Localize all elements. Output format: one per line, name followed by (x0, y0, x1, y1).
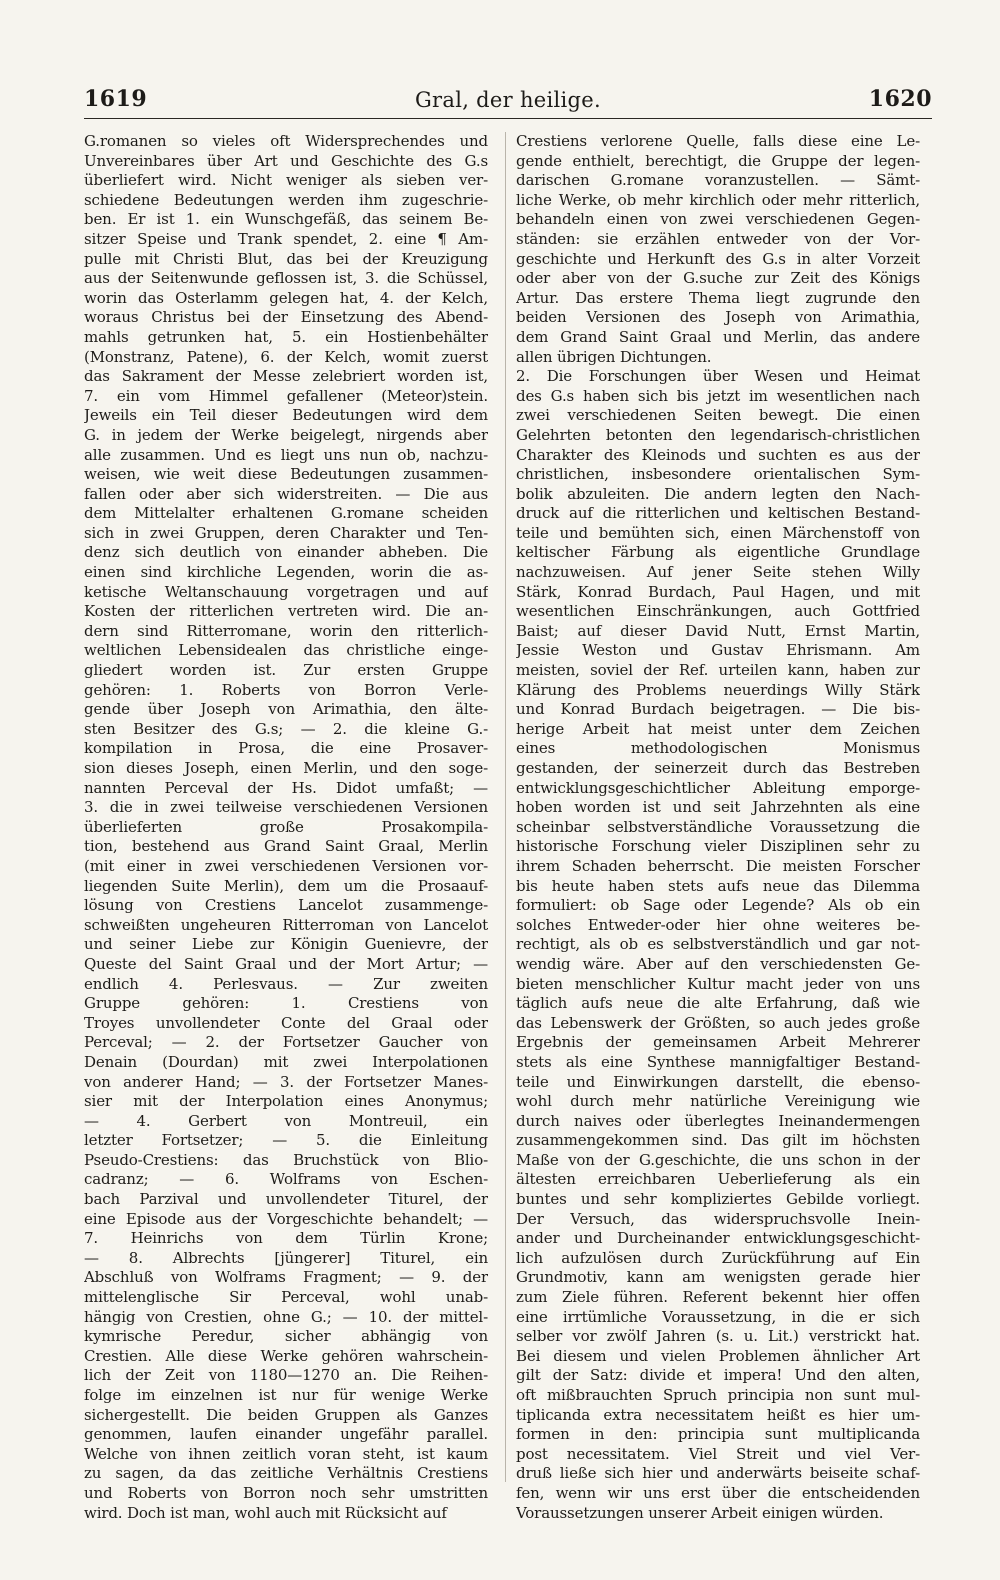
text-line: gehören: 1. Roberts von Borron Verle- (84, 680, 488, 699)
text-line: Artur. Das erstere Thema liegt zugrunde den (516, 288, 920, 307)
text-line: teile und bemühten sich, einen Märchenstoff von (516, 523, 920, 542)
text-line: denz sich deutlich von einander abheben. Die (84, 543, 488, 562)
text-line: gestanden, der seinerzeit durch das Bestreben (516, 759, 920, 777)
text-line: druck auf die ritterlichen und keltischen Bestand- (516, 504, 920, 523)
text-line: allen übrigen Dichtungen. (516, 347, 712, 366)
text-line: darischen G.romane voranzustellen. — Sämt- (516, 171, 920, 190)
text-line: ihrem Schaden beherrscht. Die meisten Forscher (516, 856, 920, 875)
text-line: bieten menschlicher Kultur macht jeder von uns (516, 974, 920, 993)
text-line: zusammengekommen sind. Das gilt im höchsten (516, 1131, 920, 1150)
text-line: Unvereinbares über Art und Geschichte des G.s (84, 151, 488, 170)
text-line: G. in jedem der Werke beigelegt, nirgends aber (84, 425, 488, 444)
text-line: nannten Perceval der Hs. Didot umfaßt; — (84, 778, 488, 797)
text-line: Perceval; — 2. der Fortsetzer Gaucher von (84, 1033, 488, 1052)
text-line: cadranz; — 6. Wolframs von Eschen- (84, 1170, 488, 1189)
text-line: Gelehrten betonten den legendarisch-christlichen (516, 425, 920, 444)
text-line: Stärk, Konrad Burdach, Paul Hagen, und mit (516, 582, 920, 601)
header-rule (84, 118, 932, 119)
text-line: gende über Joseph von Arimathia, den älte- (84, 700, 488, 719)
left-column (84, 132, 488, 1523)
text-line: pulle mit Christi Blut, das bei der Kreuzigung (84, 249, 488, 268)
text-line: Crestiens verlorene Quelle, falls diese eine Le- (516, 132, 920, 150)
text-line: kymrische Peredur, sicher abhängig von (84, 1327, 488, 1346)
text-line: (Monstranz, Patene), 6. der Kelch, womit zuerst (84, 347, 488, 366)
text-line: Maße von der G.geschichte, die uns schon in der (516, 1150, 920, 1169)
text-line: oft mißbrauchten Spruch principia non sunt mul- (516, 1386, 920, 1404)
text-line: sion dieses Joseph, einen Merlin, und den soge- (84, 759, 488, 777)
text-line: buntes und sehr kompliziertes Gebilde vorliegt. (516, 1190, 920, 1209)
text-line: dem Mittelalter erhaltenen G.romane scheiden (84, 504, 488, 523)
text-line: eine irrtümliche Voraussetzung, in die er sich (516, 1307, 920, 1326)
text-line: wohl durch mehr natürliche Vereinigung wie (516, 1092, 920, 1111)
text-line: Abschluß von Wolframs Fragment; — 9. der (84, 1268, 488, 1287)
text-line: formuliert: ob Sage oder Legende? Als ob ein (516, 896, 920, 915)
text-line: ältesten erreichbaren Ueberlieferung als ein (516, 1170, 920, 1189)
text-line: rechtigt, als ob es selbstverständlich und gar not- (516, 935, 920, 954)
text-line: dem Grand Saint Graal und Merlin, das andere (516, 327, 920, 346)
text-line: geschichte und Herkunft des G.s in alter Vorzeit (516, 249, 920, 268)
text-line: gliedert worden ist. Zur ersten Gruppe (84, 661, 488, 680)
text-line: überlieferten große Prosakompila- (84, 817, 488, 836)
text-line: post necessitatem. Viel Streit und viel Ver- (516, 1444, 920, 1463)
text-line: des G.s haben sich bis jetzt im wesentlichen nach (516, 386, 920, 405)
text-line: hängig von Crestien, ohne G.; — 10. der mittel- (84, 1307, 488, 1326)
text-line: stets als eine Synthese mannigfaltiger Bestand- (516, 1052, 920, 1071)
text-line: sitzer Speise und Trank spendet, 2. eine ¶ Am- (84, 229, 488, 248)
text-line: genommen, laufen einander ungefähr parallel. (84, 1425, 488, 1444)
text-line: bach Parzival und unvollendeter Titurel, der (84, 1190, 488, 1209)
text-line: druß ließe sich hier und anderwärts beiseite schaf- (516, 1464, 920, 1483)
text-line: ständen: sie erzählen entweder von der Vor- (516, 229, 920, 248)
text-line: aus der Seitenwunde geflossen ist, 3. die Schüssel, (84, 269, 488, 288)
text-line: beiden Versionen des Joseph von Arimathia, (516, 308, 920, 327)
text-line: schiedene Bedeutungen werden ihm zugeschrie- (84, 190, 488, 209)
text-line: hoben worden ist und seit Jahrzehnten als eine (516, 798, 920, 817)
text-line: oder aber von der G.suche zur Zeit des Königs (516, 269, 920, 288)
page-number-left: 1619 (84, 86, 148, 112)
text-line: sichergestellt. Die beiden Gruppen als Ganzes (84, 1405, 488, 1424)
text-line: behandeln einen von zwei verschiedenen Gegen- (516, 210, 920, 229)
text-line: herige Arbeit hat meist unter dem Zeichen (516, 719, 920, 738)
text-line: weltlichen Lebensidealen das christliche einge- (84, 641, 488, 660)
text-line: 2. Die Forschungen über Wesen und Heimat (516, 367, 920, 386)
text-line: zu sagen, da das zeitliche Verhältnis Crestiens (84, 1464, 488, 1483)
text-line: täglich aufs neue die alte Erfahrung, daß wie (516, 994, 920, 1013)
text-line: Crestien. Alle diese Werke gehören wahrschein- (84, 1346, 488, 1365)
text-line: christlichen, insbesondere orientalischen Sym- (516, 465, 920, 484)
text-line: eine Episode aus der Vorgeschichte behandelt; — (84, 1209, 488, 1228)
text-line: Gruppe gehören: 1. Crestiens von (84, 994, 488, 1013)
text-line: 3. die in zwei teilweise verschiedenen Versionen (84, 798, 488, 817)
text-line: solches Entweder-oder hier ohne weiteres be- (516, 915, 920, 934)
text-line: Klärung des Problems neuerdings Willy Stärk (516, 680, 920, 699)
text-line: sten Besitzer des G.s; — 2. die kleine G.- (84, 719, 488, 738)
text-line: kompilation in Prosa, die eine Prosaver- (84, 739, 488, 758)
text-line: gilt der Satz: divide et impera! Und den alten, (516, 1366, 920, 1385)
text-line: ketische Weltanschauung vorgetragen und auf (84, 582, 488, 601)
text-line: Bei diesem und vielen Problemen ähnlicher Art (516, 1346, 920, 1365)
text-line: Jeweils ein Teil dieser Bedeutungen wird dem (84, 406, 488, 425)
text-line: durch naives oder überlegtes Ineinandermengen (516, 1111, 920, 1130)
text-line: — 8. Albrechts [jüngerer] Titurel, ein (84, 1248, 488, 1267)
text-line: von anderer Hand; — 3. der Fortsetzer Manes- (84, 1072, 488, 1091)
text-line: Grundmotiv, kann am wenigsten gerade hier (516, 1268, 920, 1287)
text-line: einen sind kirchliche Legenden, worin die as- (84, 563, 488, 582)
text-line: liegenden Suite Merlin), dem um die Prosaauf- (84, 876, 488, 895)
text-line: tiplicanda extra necessitatem heißt es hier um- (516, 1405, 920, 1424)
text-line: und Konrad Burdach beigetragen. — Die bis- (516, 700, 920, 719)
text-line: (mit einer in zwei verschiedenen Versionen vor- (84, 856, 488, 875)
text-line: lösung von Crestiens Lancelot zusammenge- (84, 896, 488, 915)
text-line: gende enthielt, berechtigt, die Gruppe der legen- (516, 151, 920, 170)
text-line: Charakter des Kleinods und suchten es aus der (516, 445, 920, 464)
text-line: mahls getrunken hat, 5. ein Hostienbehälter (84, 327, 488, 346)
text-line: Denain (Dourdan) mit zwei Interpolationen (84, 1052, 488, 1071)
text-line: worin das Osterlamm gelegen hat, 4. der Kelch, (84, 288, 488, 307)
text-line: Queste del Saint Graal und der Mort Artur; — (84, 954, 488, 973)
text-line: historische Forschung vieler Disziplinen sehr zu (516, 837, 920, 856)
text-line: 7. ein vom Himmel gefallener (Meteor)stein. (84, 386, 488, 405)
page-header (84, 86, 932, 126)
text-line: sich in zwei Gruppen, deren Charakter und Ten- (84, 523, 488, 542)
text-line: Jessie Weston und Gustav Ehrismann. Am (516, 641, 920, 660)
text-line: letzter Fortsetzer; — 5. die Einleitung (84, 1131, 488, 1150)
text-line: wendig wäre. Aber auf den verschiedensten Ge- (516, 954, 920, 973)
text-line: scheinbar selbstverständliche Voraussetzung die (516, 817, 920, 836)
text-line: dern sind Ritterromane, worin den ritterlich- (84, 621, 488, 640)
text-line: weisen, wie weit diese Bedeutungen zusammen- (84, 465, 488, 484)
text-line: alle zusammen. Und es liegt uns nun ob, nachzu- (84, 445, 488, 464)
text-line: Voraussetzungen unserer Arbeit einigen würden. (516, 1503, 884, 1522)
text-line: teile und Einwirkungen darstellt, die ebenso- (516, 1072, 920, 1091)
text-line: formen in den: principia sunt multiplicanda (516, 1425, 920, 1444)
page-number-right: 1620 (868, 86, 932, 112)
text-line: das Sakrament der Messe zelebriert worden ist, (84, 367, 488, 386)
text-line: Ergebnis der gemeinsamen Arbeit Mehrerer (516, 1033, 920, 1052)
text-line: 7. Heinrichs von dem Türlin Krone; (84, 1229, 488, 1248)
text-line: und seiner Liebe zur Königin Guenievre, der (84, 935, 488, 954)
text-line: bis heute haben stets aufs neue das Dilemma (516, 876, 920, 895)
right-column (516, 132, 920, 1523)
text-line: Pseudo-Crestiens: das Bruchstück von Blio- (84, 1150, 488, 1169)
text-line: eines methodologischen Monismus (516, 739, 920, 758)
text-line: lich der Zeit von 1180—1270 an. Die Reihen- (84, 1366, 488, 1385)
text-line: überliefert wird. Nicht weniger als sieben ver- (84, 171, 488, 190)
text-line: woraus Christus bei der Einsetzung des Abend- (84, 308, 488, 327)
text-line: fallen oder aber sich widerstreiten. — Die aus (84, 484, 488, 503)
text-line: G.romanen so vieles oft Widersprechendes und (84, 132, 488, 150)
text-line: lich aufzulösen durch Zurückführung auf Ein (516, 1248, 920, 1267)
text-line: zwei verschiedenen Seiten bewegt. Die einen (516, 406, 920, 425)
text-line: ander und Durcheinander entwicklungsgeschicht- (516, 1229, 920, 1248)
text-line: Baist; auf dieser David Nutt, Ernst Martin, (516, 621, 920, 640)
text-line: liche Werke, ob mehr kirchlich oder mehr ritterlich, (516, 190, 920, 209)
text-line: ben. Er ist 1. ein Wunschgefäß, das seinem Be- (84, 210, 488, 229)
text-line: und Roberts von Borron noch sehr umstritten (84, 1483, 488, 1502)
text-line: wird. Doch ist man, wohl auch mit Rücksicht auf (84, 1503, 447, 1522)
text-line: mittelenglische Sir Perceval, wohl unab- (84, 1288, 488, 1307)
text-line: zum Ziele führen. Referent bekennt hier offen (516, 1288, 920, 1307)
text-line: bolik abzuleiten. Die andern legten den Nach- (516, 484, 920, 503)
text-line: das Lebenswerk der Größten, so auch jedes große (516, 1013, 920, 1032)
text-line: Troyes unvollendeter Conte del Graal oder (84, 1013, 488, 1032)
text-line: keltischer Färbung als eigentliche Grundlage (516, 543, 920, 562)
text-line: sier mit der Interpolation eines Anonymus; (84, 1092, 488, 1111)
text-line: wesentlichen Einschränkungen, auch Gottfried (516, 602, 920, 621)
running-title: Gral, der heilige. (414, 88, 602, 112)
text-line: nachzuweisen. Auf jener Seite stehen Willy (516, 563, 920, 582)
text-line: entwicklungsgeschichtlicher Ableitung emporge- (516, 778, 920, 797)
text-line: selber vor zwölf Jahren (s. u. Lit.) verstrickt hat. (516, 1327, 920, 1346)
text-line: Kosten der ritterlichen vertreten wird. Die an- (84, 602, 488, 621)
text-line: — 4. Gerbert von Montreuil, ein (84, 1111, 488, 1130)
column-divider (505, 132, 506, 1482)
text-line: fen, wenn wir uns erst über die entscheidenden (516, 1483, 920, 1502)
text-line: folge im einzelnen ist nur für wenige Werke (84, 1386, 488, 1404)
text-line: meisten, soviel der Ref. urteilen kann, haben zur (516, 661, 920, 680)
text-line: Der Versuch, das widerspruchsvolle Inein- (516, 1209, 920, 1228)
text-line: Welche von ihnen zeitlich voran steht, ist kaum (84, 1444, 488, 1463)
text-line: endlich 4. Perlesvaus. — Zur zweiten (84, 974, 488, 993)
text-line: tion, bestehend aus Grand Saint Graal, Merlin (84, 837, 488, 856)
text-line: schweißten ungeheuren Ritterroman von Lancelot (84, 915, 488, 934)
